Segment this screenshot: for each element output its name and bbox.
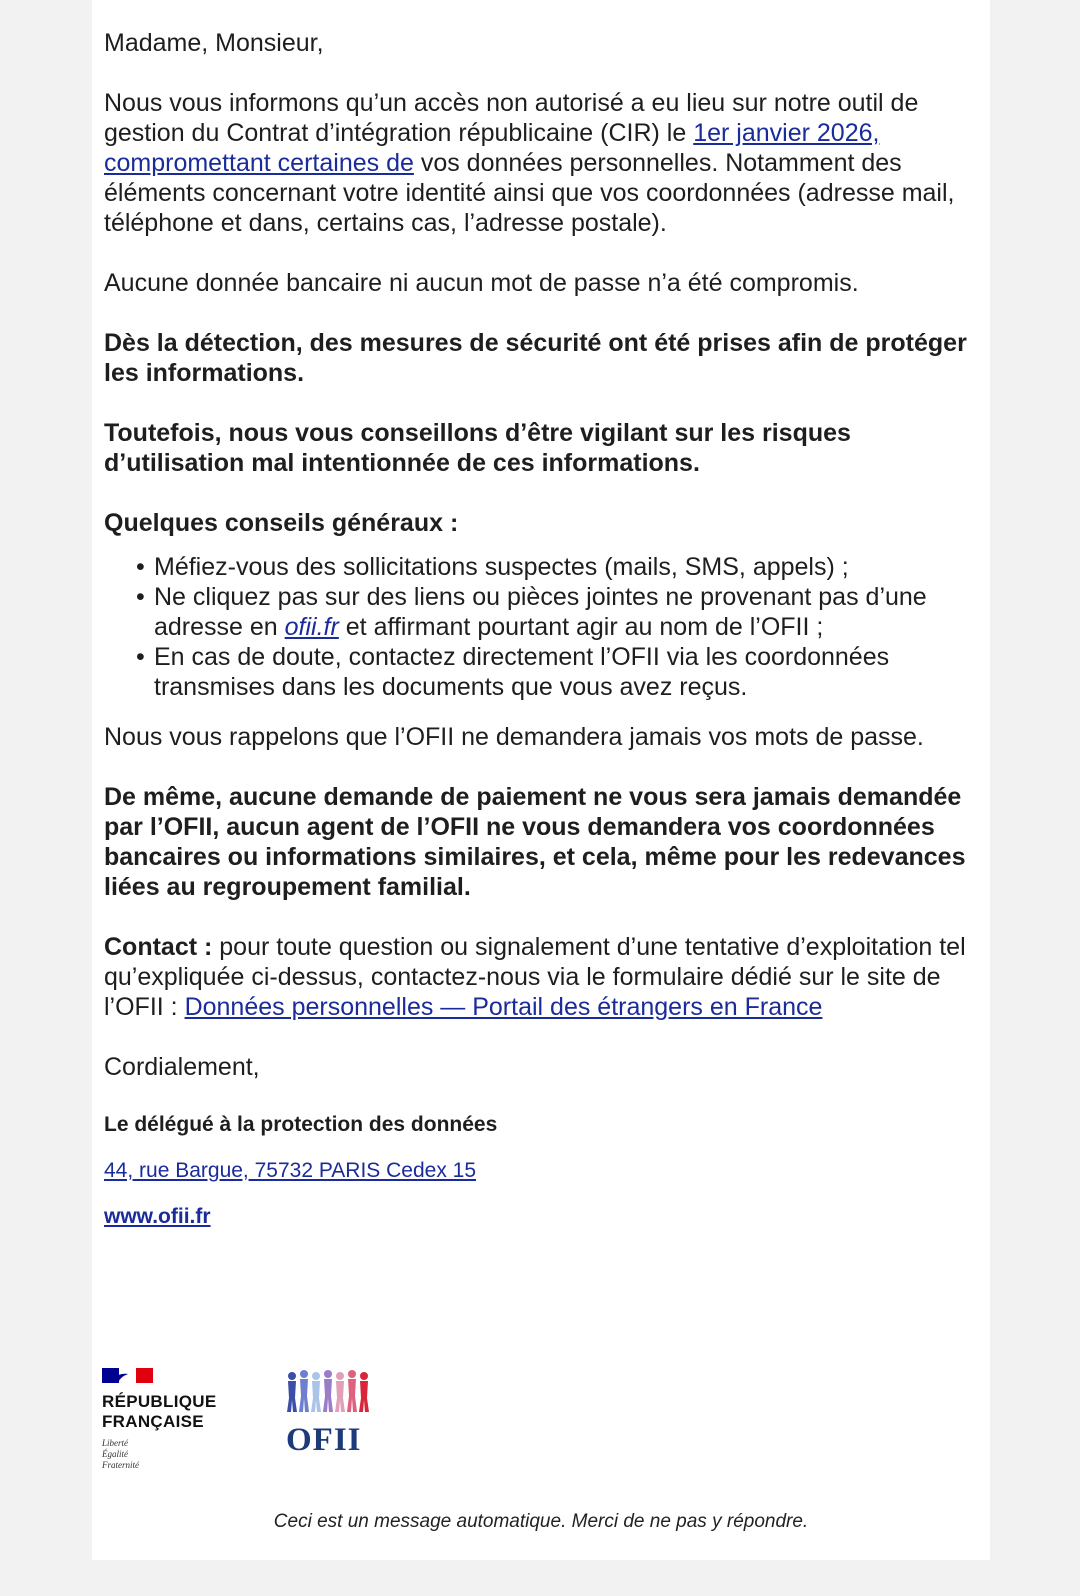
ofii-logo xyxy=(284,1366,380,1476)
automatic-message-note: Ceci est un message automatique. Merci de ne pas y répondre. xyxy=(273,1511,809,1532)
ofii-wordmark: OFII xyxy=(286,1422,362,1458)
email-content xyxy=(104,28,984,1230)
list-item xyxy=(136,642,984,702)
motto-fraternite: Fraternité xyxy=(102,1460,139,1470)
contact-text: pour toute question ou signalement d’une tentative d’exploitation tel qu’expliquée ci-dessus, contactez-nous via le formulaire dédié sur le site de l’OFII : xyxy=(104,933,966,1021)
tip-text: En cas de doute, contactez directement l’OFII via les coordonnées transmises dans les documents que vous avez reçus. xyxy=(154,643,890,701)
incident-paragraph xyxy=(104,88,984,238)
incident-text-start: Nous vous informons qu’un accès non autorisé a eu lieu sur notre outil de gestion du Contrat d’intégration républicaine (CIR) le xyxy=(104,89,919,147)
contact-label: Contact : xyxy=(104,933,213,961)
bullet-icon: • xyxy=(136,583,145,611)
republique-francaise-text xyxy=(102,1392,216,1432)
password-reminder-paragraph: Nous vous rappelons que l’OFII ne demandera jamais vos mots de passe. xyxy=(104,723,924,751)
website-link[interactable]: www.ofii.fr xyxy=(104,1205,211,1228)
incident-date-link[interactable]: 1er janvier 2026, compromettant certaines de xyxy=(104,119,880,177)
email-body-card xyxy=(92,0,990,1560)
motto-liberte: Liberté xyxy=(102,1438,128,1448)
address-link[interactable]: 44, rue Bargue, 75732 PARIS Cedex 15 xyxy=(104,1159,477,1182)
republique-francaise-logo xyxy=(102,1366,242,1476)
logos-row xyxy=(102,1366,502,1476)
motto-egalite: Égalité xyxy=(102,1449,128,1459)
ofii-domain-link[interactable]: ofii.fr xyxy=(284,613,339,641)
greeting: Madame, Monsieur, xyxy=(104,29,324,57)
bullet-icon: • xyxy=(136,553,145,581)
signature-title: Le délégué à la protection des données xyxy=(104,1113,498,1136)
tip-text-start: Ne cliquez pas sur des liens ou pièces jointes ne provenant pas d’une adresse en xyxy=(154,583,927,641)
list-item xyxy=(136,582,984,642)
personal-data-portal-link[interactable]: Données personnelles — Portail des étrangers en France xyxy=(184,993,823,1021)
list-item xyxy=(136,552,984,582)
contact-paragraph xyxy=(104,932,984,1022)
motto xyxy=(102,1438,139,1471)
tip-text: Méfiez-vous des sollicitations suspectes (mails, SMS, appels) ; xyxy=(154,553,849,581)
closing: Cordialement, xyxy=(104,1053,260,1081)
tip-text-end: et affirmant pourtant agir au nom de l’OFII ; xyxy=(338,613,824,641)
no-banking-data-paragraph: Aucune donnée bancaire ni aucun mot de passe n’a été compromis. xyxy=(104,269,859,297)
security-measures-paragraph: Dès la détection, des mesures de sécurité ont été prises afin de protéger les informations. xyxy=(104,329,967,387)
francaise-line: FRANÇAISE xyxy=(102,1412,204,1431)
republique-line: RÉPUBLIQUE xyxy=(102,1392,217,1411)
incident-text-end: vos données personnelles. Notamment des éléments concernant votre identité ainsi que vos coordonnées (adresse mail, téléphone et dans, certains cas, l’adresse postale). xyxy=(104,149,955,237)
no-payment-paragraph: De même, aucune demande de paiement ne vous sera jamais demandée par l’OFII, aucun agent de l’OFII ne vous demandera vos coordonnées bancaires ou informations similaires, et cela, même pour les redevances liées au regroupement familial. xyxy=(104,783,966,901)
tips-list xyxy=(104,552,984,702)
people-figures-icon xyxy=(284,1368,376,1418)
bullet-icon: • xyxy=(136,643,145,671)
vigilance-paragraph: Toutefois, nous vous conseillons d’être vigilant sur les risques d’utilisation mal intentionnée de ces informations. xyxy=(104,419,851,477)
marianne-flag-icon xyxy=(102,1366,154,1386)
tips-heading: Quelques conseils généraux : xyxy=(104,509,459,537)
